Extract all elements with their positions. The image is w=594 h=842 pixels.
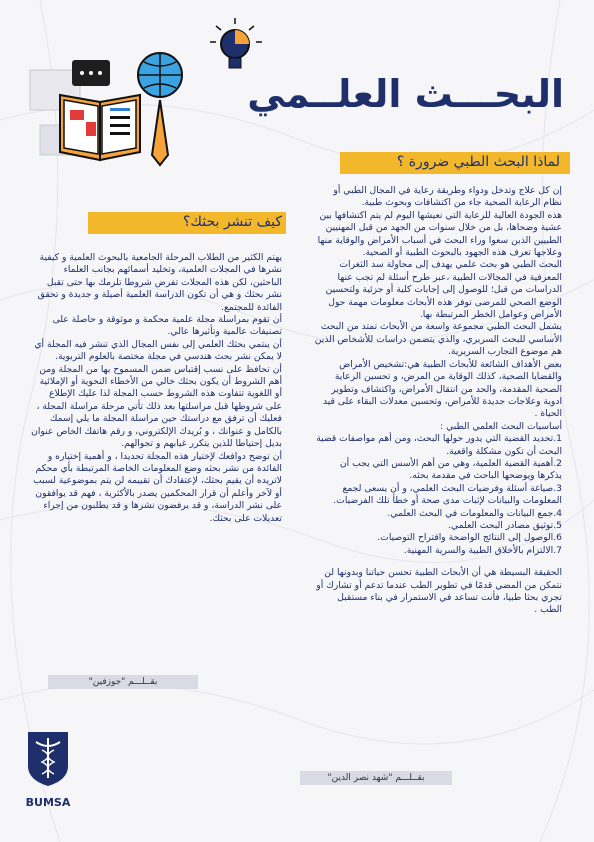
list-item: 7.الالتزام بالأخلاق الطبية والسرية المهنية. <box>403 544 562 556</box>
logo-text: BUMSA <box>25 796 71 809</box>
paragraph: إن كل علاج وتدخل ودواء وطريقة رعاية في المجال الطبي أو نظام الرعاية الصحية جاء من اكتشافات وبحوث طبية. <box>333 185 562 209</box>
research-book-illustration <box>20 40 190 170</box>
right-section-body <box>314 185 562 617</box>
list-item: 5.توثيق مصادر البحث العلمي. <box>448 519 562 531</box>
lightbulb-icon <box>208 16 263 76</box>
right-signature: بقــلـــم "شهد نصر الدين" <box>300 771 452 785</box>
paragraph: يشمل البحث الطبي مجموعة واسعة من الأبحاث تمتد من البحث الأساسي للبحث السريري، والذي يتضمن دراسات للأشخاص الذين هم موضوع التجارب السريرية. <box>314 321 562 358</box>
paragraph: أن توضح دوافعك لإختيار هذه المجلة تحديدا ، و أهمية إختياره و الفائدة من نشر بحثه وضع المعلومات الخاصة المرتبطة بأي محكم لاتريده أن يقيم بحثك، لإعتقادك أن تقييمه لن يتم بموضوعية لسبب أو لآخر وأعلم أن قرار المحكمين يصدر بالأكثرية ، فهم قد يوافقون على نشر الدراسة، و قد يرفضون نشرها و قد يطلبون من إجراء تعديلات على بحثك. <box>33 450 282 524</box>
paragraph: أن تحافظ على نسب إقتباس ضمن المسموح بها من المجلة ومن أهم الشروط أن يكون بحثك خالي من الأخطاء النحوية أو الإملائية أو اللغوية تتفاوت هذه الشروط حسب المجلة لذا عليك الإطلاع على شروطها قبل مراسلتها بعد ذلك تأتي مرحلة مراسلة المجلة ، فعليك أن ترفق مع دراستك حين مراسلة المجلة ما يلي إسمك بالكامل و عنوانك ، و بُريدك الإلكتروني، و رقم هاتفك الخاص عنوان بديل إحتياطا للذين يتكرر غيابهم و تجوالهم. <box>31 363 282 450</box>
paragraph: الحقيقة البسيطة هي أن الأبحاث الطبية تحسن حياتنا وبدونها لن نتمكن من المضي قدمًا في تطوير الطب عندما تدعم أو تشارك أو تجري بحثا طبيا، فأنت تساعد في الاستمرار في بناء مستقبل الطب . <box>316 567 562 616</box>
paragraph: هذه الجودة العالية للرعاية التي نعيشها اليوم لم يتم اكتشافها بين عشية وضحاها، بل من خلال سنوات من الجهد من قبل المهنيين الطبيين الذين سعوا وراء البحث في أسباب الأمراض والوقاية منها وعلاجها تعرف هذه الجهود بالبحوث الطبية أو الصحية. <box>317 209 562 259</box>
list-item: 1.تحديد القضية التي يدور حولها البحث، ومن أهم مواصفات قضية البحث أن تكون مشكلة واقعية. <box>316 433 562 457</box>
paragraph: أساسيات البحث العلمي الطبي : <box>440 420 562 432</box>
list-item: 3.صياغة أسئلة وفرضيات البحث العلمي، و أن يسعى لجمع المعلومات والبيانات لإثبات مدى صحة أو خطأ تلك الفرضيات. <box>333 482 562 507</box>
left-section-body <box>30 252 282 525</box>
paragraph: أن تقوم بمراسلة مجلة علمية محكمة و موثوقة و حاصلة على تصنيفات عالمية وتأثيرها عالي. <box>52 314 282 338</box>
page-title: البحـــث العلــمي <box>247 72 564 116</box>
paragraph: يهتم الكثير من الطلاب المرحلة الجامعية بالبحوث العلمية و كيفية نشرها في المجلات العلمية، وتخليد أسمائهم بجانب العلماء الباحثين، لكن هذه المجلات تفرض شروطا تلزمك بها حتى تقبل نشر بحثك و هي أن تكون الدراسة العلمية أصيلة و جديدة و تحقق الفائدة للمجتمع. <box>37 252 282 313</box>
list-item: 2.أهمية القضية العلمية، وهي من أهم الأسس التي يجب أن يذكرها ويوضحها الباحث في مقدمة بحثه. <box>339 457 562 482</box>
paragraph: البحث الطبي هو بحث علمي يهدف إلى محاولة سد الثغرات المعرفية في المجالات الطبية ،عبر طرح أسئلة لم تجب عنها الدراسات من قبل؛ للوصول إلى إجابات كلية أو جزئية ولتحسين الوضع الصحي للمرضى توفر هذه الأبحاث معلومات مهمة حول الأمراض وعوامل الخطر المرتبطة بها. <box>325 259 562 321</box>
list-item: 4.جمع البيانات والمعلومات في البحث العلمي. <box>387 507 562 519</box>
left-signature: بقــلـــم "جوزفين" <box>48 675 198 689</box>
paragraph: بعض الأهداف الشائعة للأبحاث الطبية هي:تشخيص الأمراض والقضايا الصحية، كذلك الوقاية من المرض، و تحسين الرعاية الصحية المقدمة، والحد من انتقال الأمراض، واكتشاف وتطوير ادوية وعلاجات جديدة للأمراض، وتحسين معدلات البقاء على قيد الحياة . <box>322 358 562 420</box>
bumsa-logo <box>24 730 72 809</box>
right-section-heading: لماذا البحث الطبي ضرورة ؟ <box>396 154 560 170</box>
left-section-heading: كيف تنشر بحثك؟ <box>182 214 282 230</box>
list-item: 6.الوصول إلى النتائج الواضحة واقتراح التوصيات. <box>377 532 562 544</box>
paragraph: أن ينتمي بحثك العلمي إلى نفس المجال الذي تنشر فيه المجلة أي لا يمكن نشر بحث هندسي في مجلة مختصة بالعلوم التربوية. <box>34 338 282 363</box>
caduceus-shield-icon <box>24 730 72 788</box>
